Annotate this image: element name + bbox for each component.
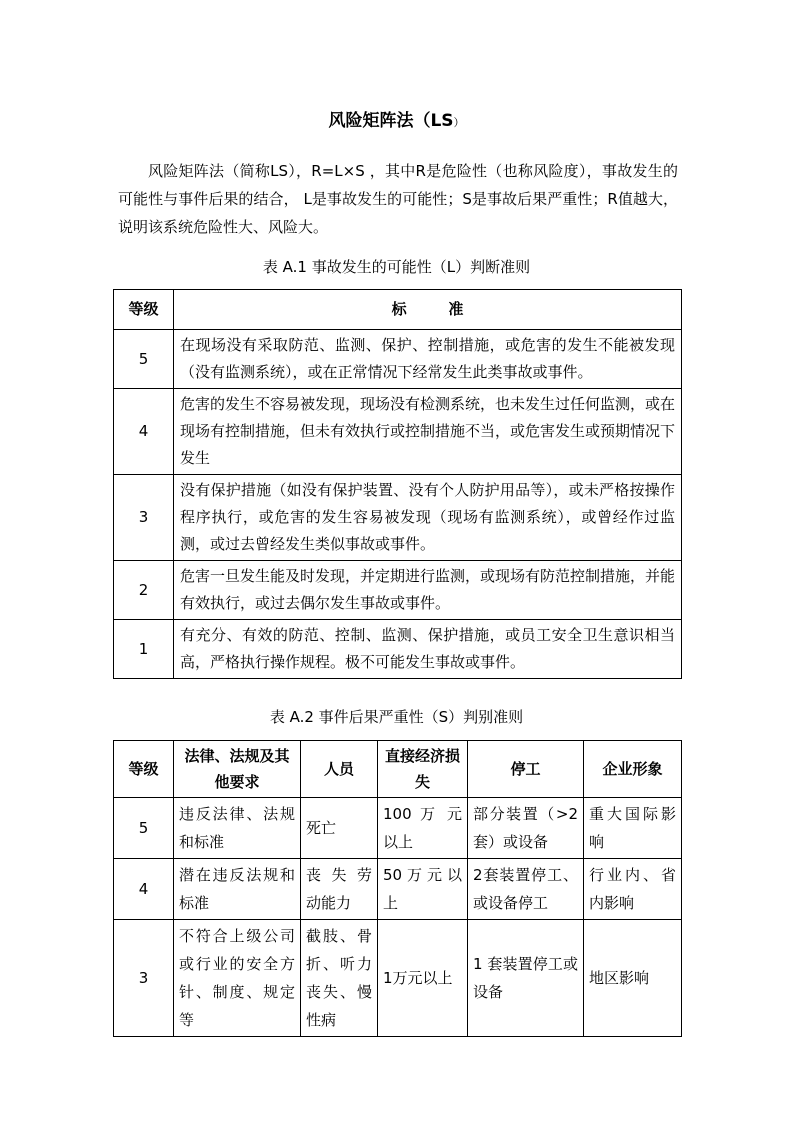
level-cell: 4	[114, 859, 174, 920]
header-level: 等级	[114, 290, 174, 330]
title-main: 风险矩阵法（	[328, 111, 431, 131]
law-cell: 不符合上级公司或行业的安全方针、制度、规定等	[174, 920, 301, 1037]
personnel-cell: 死亡	[301, 798, 378, 859]
shutdown-cell: 2套装置停工、或设备停工	[468, 859, 584, 920]
table-s-caption: 表 A.2 事件后果严重性（S）判别准则	[269, 708, 524, 726]
level-cell: 5	[114, 798, 174, 859]
shutdown-cell: 1 套装置停工或设备	[468, 920, 584, 1037]
loss-cell: 100 万 元以上	[378, 798, 468, 859]
criteria-cell: 没有保护措施（如没有保护装置、没有个人防护用品等），或未严格按操作程序执行，或危害的发生容易被发现（现场有监测系统），或曾经作过监测，或过去曾经发生类似事故或事件。	[174, 475, 682, 561]
image-cell: 行业内、省内影响	[584, 859, 682, 920]
header-image: 企业形象	[584, 741, 682, 798]
level-cell: 3	[114, 475, 174, 561]
header-law: 法律、法规及其他要求	[174, 741, 301, 798]
criteria-cell: 危害一旦发生能及时发现，并定期进行监测，或现场有防范控制措施，并能有效执行，或过去偶尔发生事故或事件。	[174, 561, 682, 620]
header-personnel: 人员	[301, 741, 378, 798]
criteria-cell: 在现场没有采取防范、监测、保护、控制措施，或危害的发生不能被发现（没有监测系统），或在正常情况下经常发生此类事故或事件。	[174, 330, 682, 389]
level-cell: 4	[114, 389, 174, 475]
intro-paragraph: 风险矩阵法（简称LS），R=L×S ，其中R是危险性（也称风险度），事故发生的可能性与事件后果的结合， L是事故发生的可能性；S是事故后果严重性；R值越大，说明该系统危险性大、风险大。	[118, 162, 678, 236]
intro-section	[118, 157, 678, 241]
level-cell: 1	[114, 620, 174, 679]
law-cell: 潜在违反法规和标准	[174, 859, 301, 920]
table-row	[114, 859, 682, 920]
level-cell: 3	[114, 920, 174, 1037]
title-ls: LS	[430, 111, 454, 131]
level-cell: 2	[114, 561, 174, 620]
table-row	[114, 620, 682, 679]
title-close: ）	[453, 116, 465, 129]
personnel-cell: 截肢、骨折、听力丧失、慢性病	[301, 920, 378, 1037]
loss-cell: 1万元以上	[378, 920, 468, 1037]
header-shutdown: 停工	[468, 741, 584, 798]
likelihood-table	[113, 289, 682, 679]
level-cell: 5	[114, 330, 174, 389]
table-header-row	[114, 290, 682, 330]
table-row	[114, 798, 682, 859]
shutdown-cell: 部分装置（>2套）或设备	[468, 798, 584, 859]
page-title	[0, 106, 793, 131]
table-l-caption: 表 A.1 事故发生的可能性（L）判断准则	[262, 258, 531, 276]
law-cell: 违反法律、法规和标准	[174, 798, 301, 859]
table-row	[114, 330, 682, 389]
loss-cell: 50万元以上	[378, 859, 468, 920]
table-header-row	[114, 741, 682, 798]
header-criteria: 标 准	[174, 290, 682, 330]
table-row	[114, 475, 682, 561]
severity-table	[113, 740, 682, 1037]
image-cell: 重大国际影响	[584, 798, 682, 859]
personnel-cell: 丧 失 劳动能力	[301, 859, 378, 920]
header-loss: 直接经济损失	[378, 741, 468, 798]
table-row	[114, 561, 682, 620]
criteria-cell: 危害的发生不容易被发现，现场没有检测系统，也未发生过任何监测，或在现场有控制措施，但未有效执行或控制措施不当，或危害发生或预期情况下发生	[174, 389, 682, 475]
table-row	[114, 389, 682, 475]
image-cell: 地区影响	[584, 920, 682, 1037]
criteria-cell: 有充分、有效的防范、控制、监测、保护措施，或员工安全卫生意识相当高，严格执行操作规程。极不可能发生事故或事件。	[174, 620, 682, 679]
header-level: 等级	[114, 741, 174, 798]
table-row	[114, 920, 682, 1037]
